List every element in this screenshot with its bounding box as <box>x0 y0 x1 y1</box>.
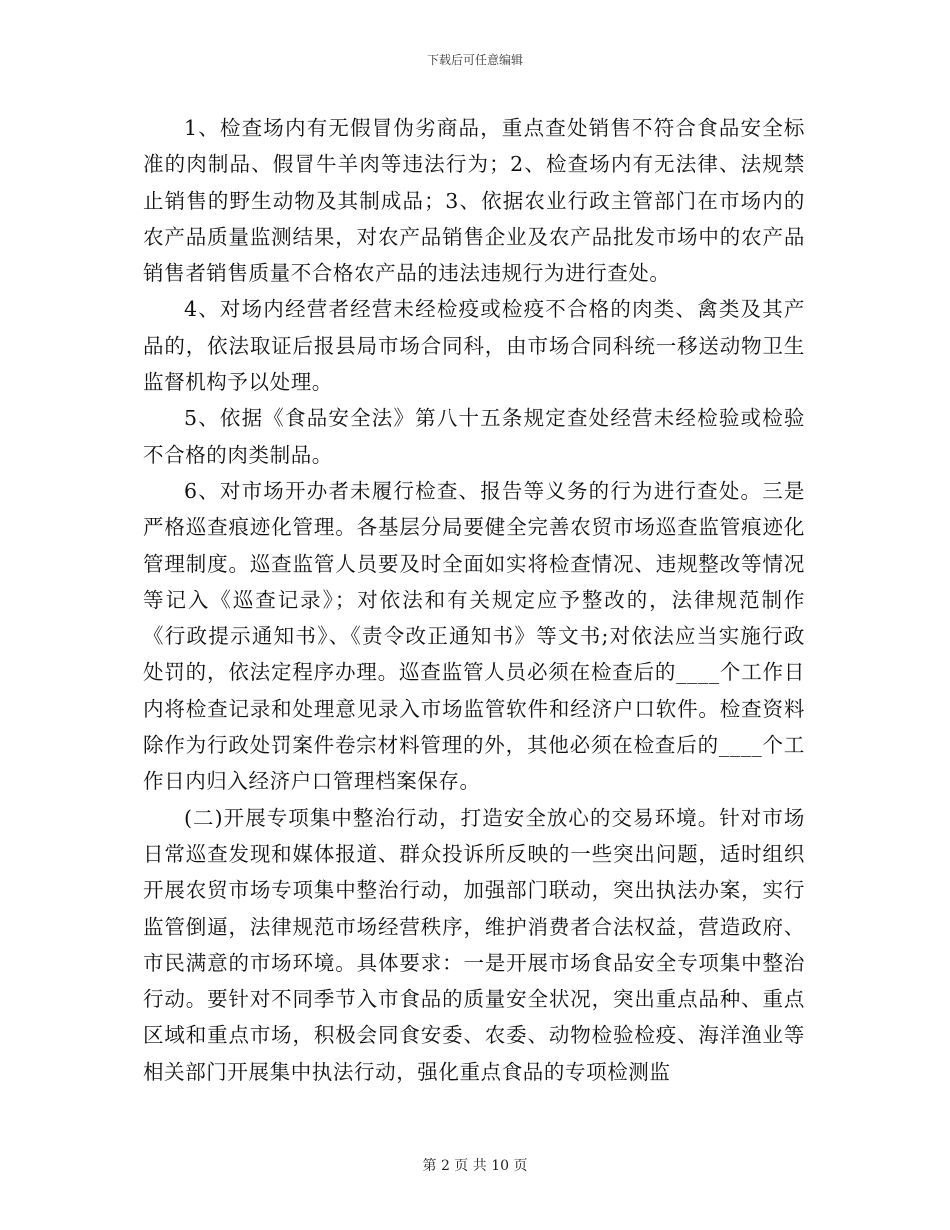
paragraph: 1、检查场内有无假冒伪劣商品，重点查处销售不符合食品安全标准的肉制品、假冒牛羊肉等违法行为；2、检查场内有无法律、法规禁止销售的野生动物及其制成品；3、依据农业行政主管部门在市场内的农产品质量监测结果，对农产品销售企业及农产品批发市场中的农产品销售者销售质量不合格农产品的违法违规行为进行查处。 <box>143 116 805 286</box>
page-footer: 第 2 页 共 10 页 <box>422 1158 528 1174</box>
paragraph: 6、对市场开办者未履行检查、报告等义务的行为进行查处。三是严格巡查痕迹化管理。各基层分局要健全完善农贸市场巡查监管痕迹化管理制度。巡查监管人员要及时全面如实将检查情况、违规整改等情况等记入《巡查记录》；对依法和有关规定应予整改的，法律规范制作《行政提示通知书》、《责令改正通知书》等文书;对依法应当实施行政处罚的，依法定程序办理。巡查监管人员必须在检查后的____个工作日内将检查记录和处理意见录入市场监管软件和经济户口软件。检查资料除作为行政处罚案件卷宗材料管理的外，其他必须在检查后的____个工作日内归入经济户口管理档案保存。 <box>143 478 805 794</box>
paragraph: 5、依据《食品安全法》第八十五条规定查处经营未经检验或检验不合格的肉类制品。 <box>143 406 805 467</box>
paragraph: (二)开展专项集中整治行动，打造安全放心的交易环境。针对市场日常巡查发现和媒体报道、群众投诉所反映的一些突出问题，适时组织开展农贸市场专项集中整治行动，加强部门联动，突出执法办案，实行监管倒逼，法律规范市场经营秩序，维护消费者合法权益，营造政府、市民满意的市场环境。具体要求：一是开展市场食品安全专项集中整治行动。要针对不同季节入市食品的质量安全状况，突出重点品种、重点区域和重点市场，积极会同食安委、农委、动物检验检疫、海洋渔业等相关部门开展集中执法行动，强化重点食品的专项检测监 <box>143 805 805 1084</box>
page-header: 下载后可任意编辑 <box>426 53 523 67</box>
paragraph: 4、对场内经营者经营未经检疫或检疫不合格的肉类、禽类及其产品的，依法取证后报县局市场合同科，由市场合同科统一移送动物卫生监督机构予以处理。 <box>143 297 805 395</box>
document-body <box>143 110 805 1090</box>
